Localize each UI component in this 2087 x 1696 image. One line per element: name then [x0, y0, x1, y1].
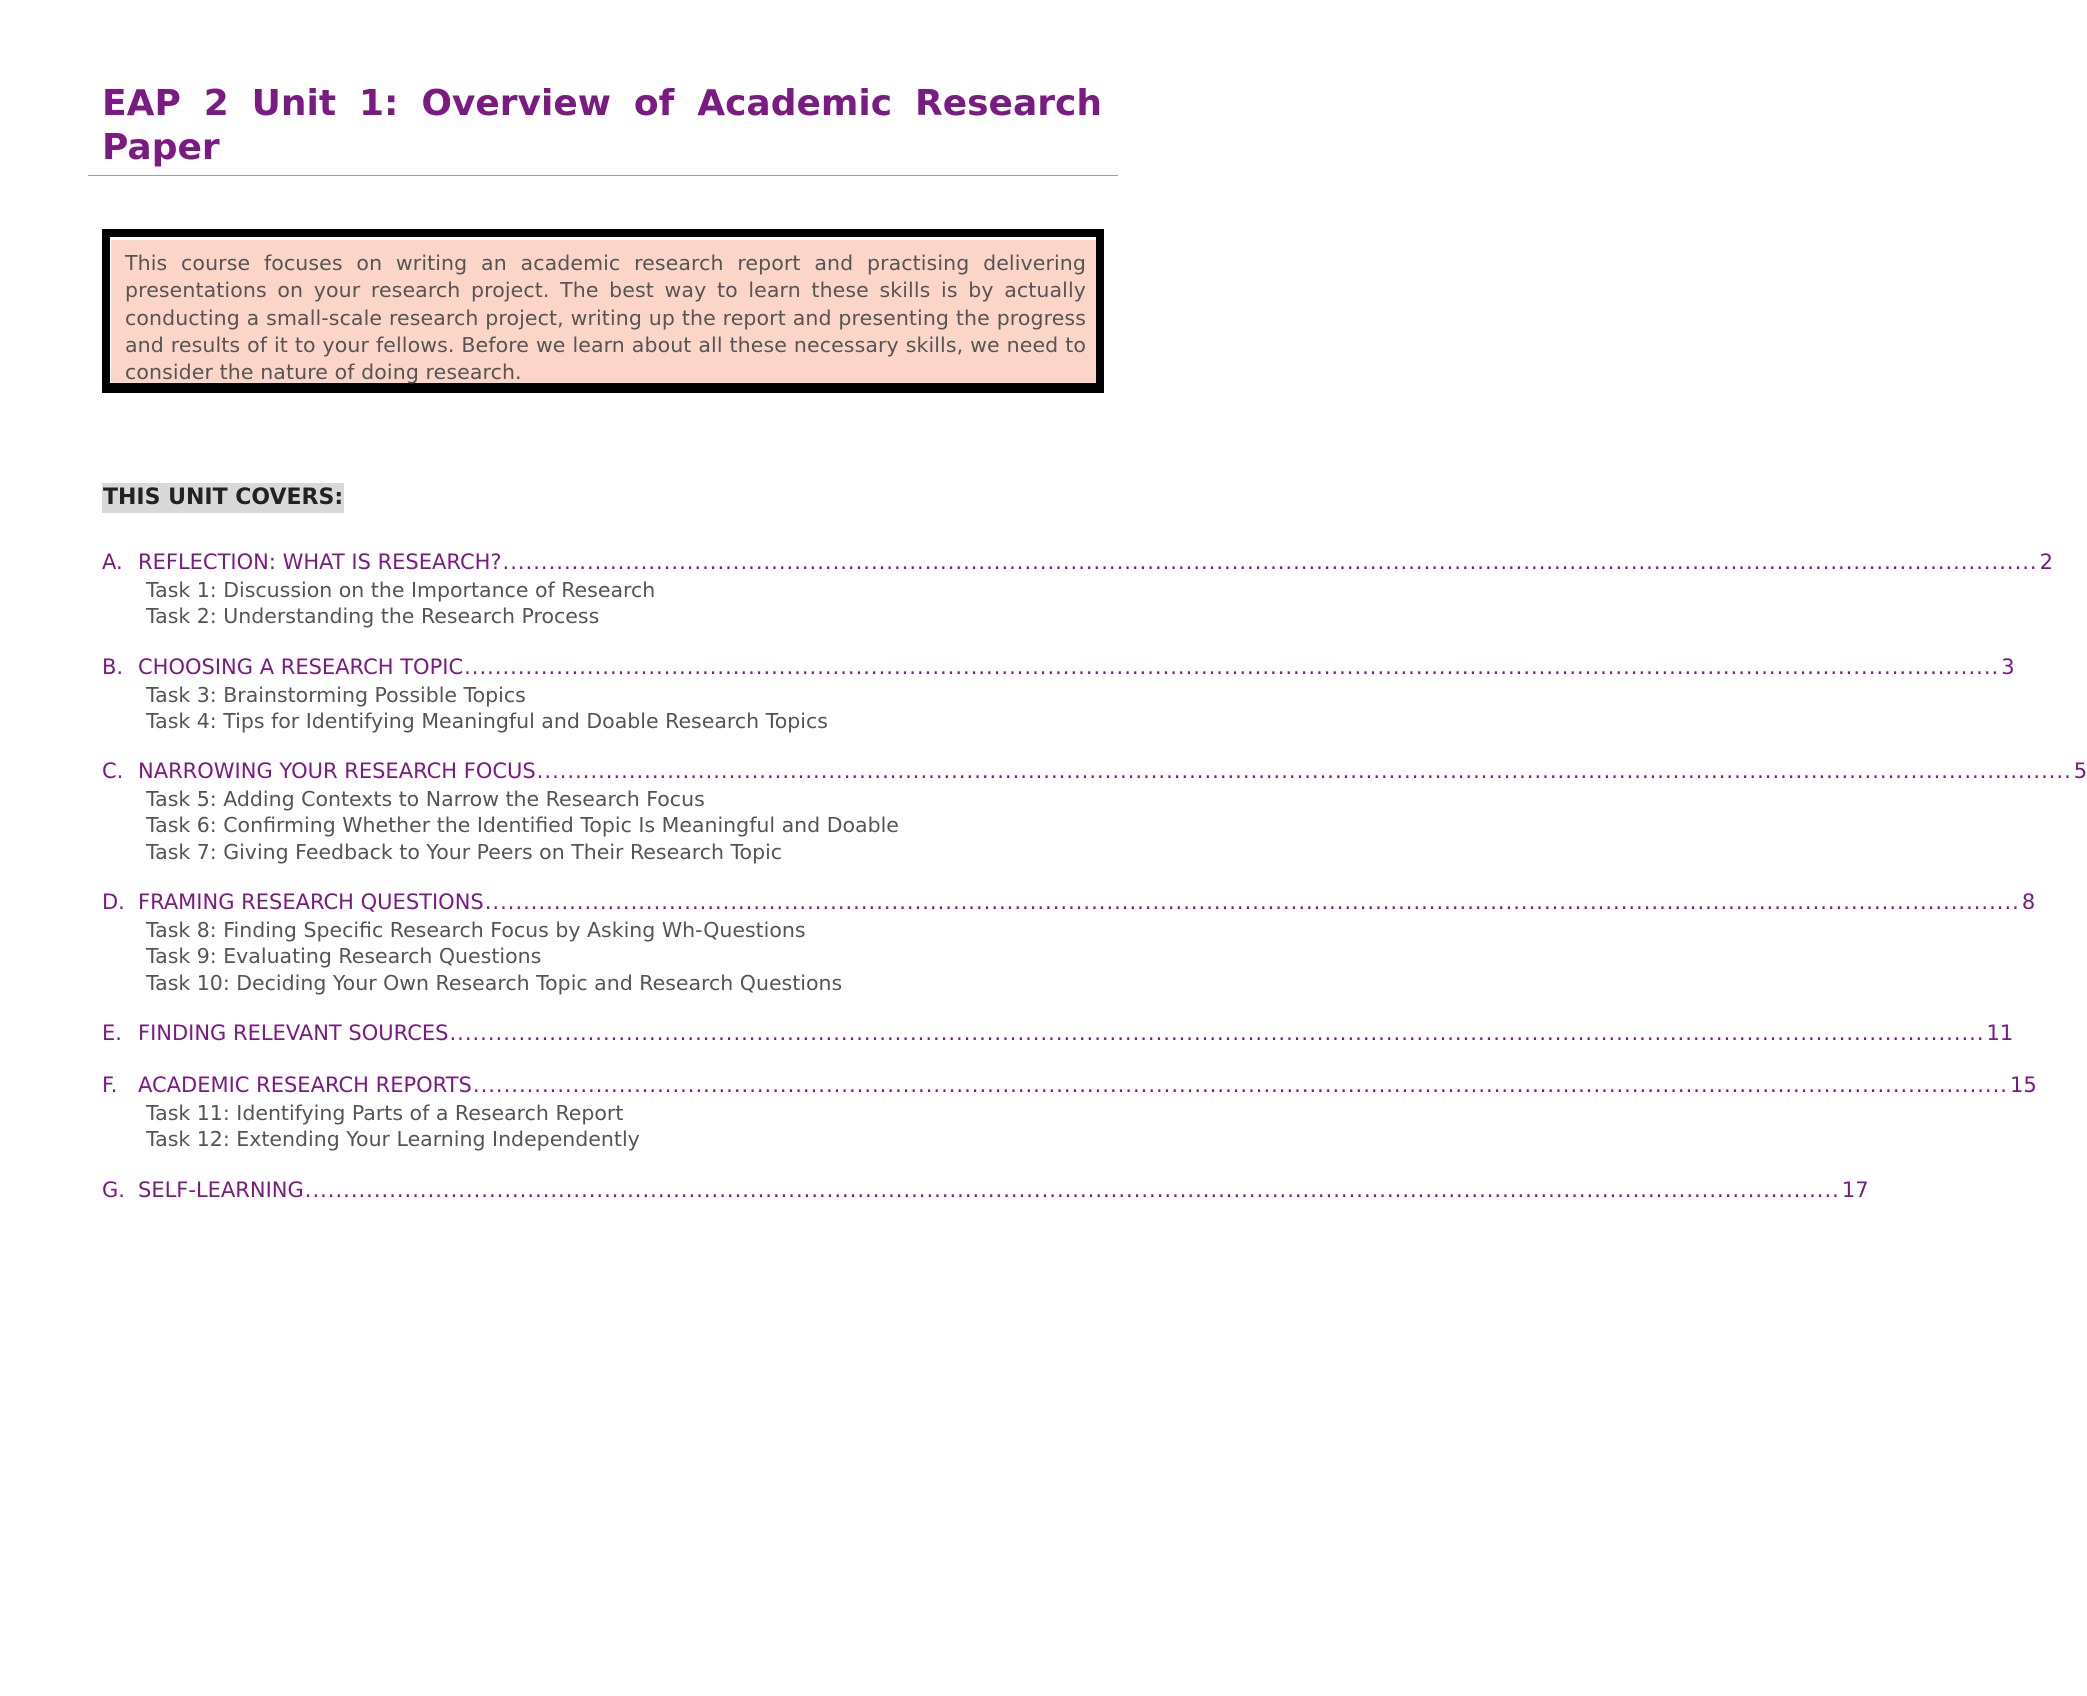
toc-entry[interactable] [102, 548, 2053, 577]
title-divider [88, 175, 1118, 176]
toc-section-title[interactable]: NARROWING YOUR RESEARCH FOCUS [138, 759, 536, 784]
toc-section [102, 757, 2087, 865]
toc-task-item: Task 1: Discussion on the Importance of Research [146, 578, 656, 602]
toc-leader-dots: ........................................................................................................................................................................................................ [536, 759, 2072, 784]
toc-page-number: 8 [2021, 890, 2036, 915]
toc-section [102, 888, 2036, 996]
toc-leader-dots: ........................................................................................................................................................................................................ [472, 1072, 2008, 1097]
document-title: EAP 2 Unit 1: Overview of Academic Research Paper [102, 83, 1102, 168]
toc-section-letter: F. [102, 1072, 118, 1097]
intro-panel [110, 237, 1096, 383]
toc-leader-dots: ........................................................................................................................................................................................................ [484, 890, 2020, 915]
toc-section-title[interactable]: FINDING RELEVANT SOURCES [138, 1020, 449, 1045]
toc-entry[interactable] [102, 1019, 2014, 1048]
toc-page-number: 2 [2039, 550, 2053, 574]
toc-entry[interactable] [102, 757, 2087, 786]
toc-task-item: Task 10: Deciding Your Own Research Topic and Research Questions [146, 970, 843, 995]
toc-entry[interactable] [102, 1071, 2037, 1100]
unit-covers-heading: THIS UNIT COVERS: [102, 483, 344, 513]
toc-section-letter: B. [102, 654, 124, 679]
toc-leader-dots: ........................................................................................................................................................................................................ [464, 654, 2000, 679]
toc-page-number: 17 [1841, 1177, 1869, 1202]
toc-section-title[interactable]: CHOOSING A RESEARCH TOPIC [138, 654, 464, 679]
toc-section [102, 1071, 2037, 1153]
toc-section [102, 1019, 2014, 1048]
toc-task-item: Task 8: Finding Specific Research Focus by Asking Wh-Questions [146, 918, 806, 943]
toc-section-letter: C. [102, 759, 124, 784]
toc-section-letter: D. [102, 890, 125, 915]
toc-task-item: Task 5: Adding Contexts to Narrow the Research Focus [146, 787, 705, 812]
toc-task-item: Task 2: Understanding the Research Process [146, 604, 600, 629]
toc-section-title[interactable]: REFLECTION: WHAT IS RESEARCH? [138, 550, 502, 574]
toc-section-title[interactable]: FRAMING RESEARCH QUESTIONS [138, 890, 484, 915]
toc-task-item: Task 6: Confirming Whether the Identified Topic Is Meaningful and Doable [146, 813, 899, 838]
toc-section-letter: A. [102, 550, 123, 574]
toc-task-item: Task 3: Brainstorming Possible Topics [146, 682, 526, 707]
toc-leader-dots: ........................................................................................................................................................................................................ [502, 550, 2038, 574]
toc-task-item: Task 9: Evaluating Research Questions [146, 944, 542, 969]
toc-page-number: 3 [2001, 654, 2015, 679]
toc-task-item: Task 12: Extending Your Learning Independently [146, 1127, 640, 1152]
toc-page-number: 5 [2073, 759, 2087, 784]
toc-section-letter: E. [102, 1020, 122, 1045]
toc-task-item: Task 4: Tips for Identifying Meaningful and Doable Research Topics [146, 708, 828, 733]
toc-page-number: 11 [1986, 1020, 2014, 1045]
toc-task-item: Task 7: Giving Feedback to Your Peers on Their Research Topic [146, 839, 783, 864]
toc-page-number: 15 [2009, 1072, 2037, 1097]
toc-section-title[interactable]: SELF-LEARNING [138, 1177, 304, 1202]
toc-leader-dots: ........................................................................................................................................................................................................ [449, 1020, 1985, 1045]
toc-section [102, 653, 2015, 735]
toc-task-item: Task 11: Identifying Parts of a Research Report [146, 1100, 624, 1125]
toc-entry[interactable] [102, 653, 2015, 682]
toc-section-title[interactable]: ACADEMIC RESEARCH REPORTS [138, 1072, 472, 1097]
toc-section-letter: G. [102, 1177, 125, 1202]
intro-box [102, 229, 1104, 393]
toc-section [102, 1176, 1869, 1205]
toc-entry[interactable] [102, 1176, 1869, 1205]
toc-entry[interactable] [102, 888, 2036, 917]
toc-section [102, 548, 2053, 630]
table-of-contents [102, 548, 2087, 1228]
intro-text: This course focuses on writing an academic research report and practising delivering presentations on your research project. The best way to learn these skills is by actually conducting a small-scale research project, writing up the report and presenting the progress and results of it to your fellows. Before we learn about all these necessary skills, we need to consider the nature of doing research. [125, 251, 1086, 385]
toc-leader-dots: ........................................................................................................................................................................................................ [304, 1177, 1840, 1202]
